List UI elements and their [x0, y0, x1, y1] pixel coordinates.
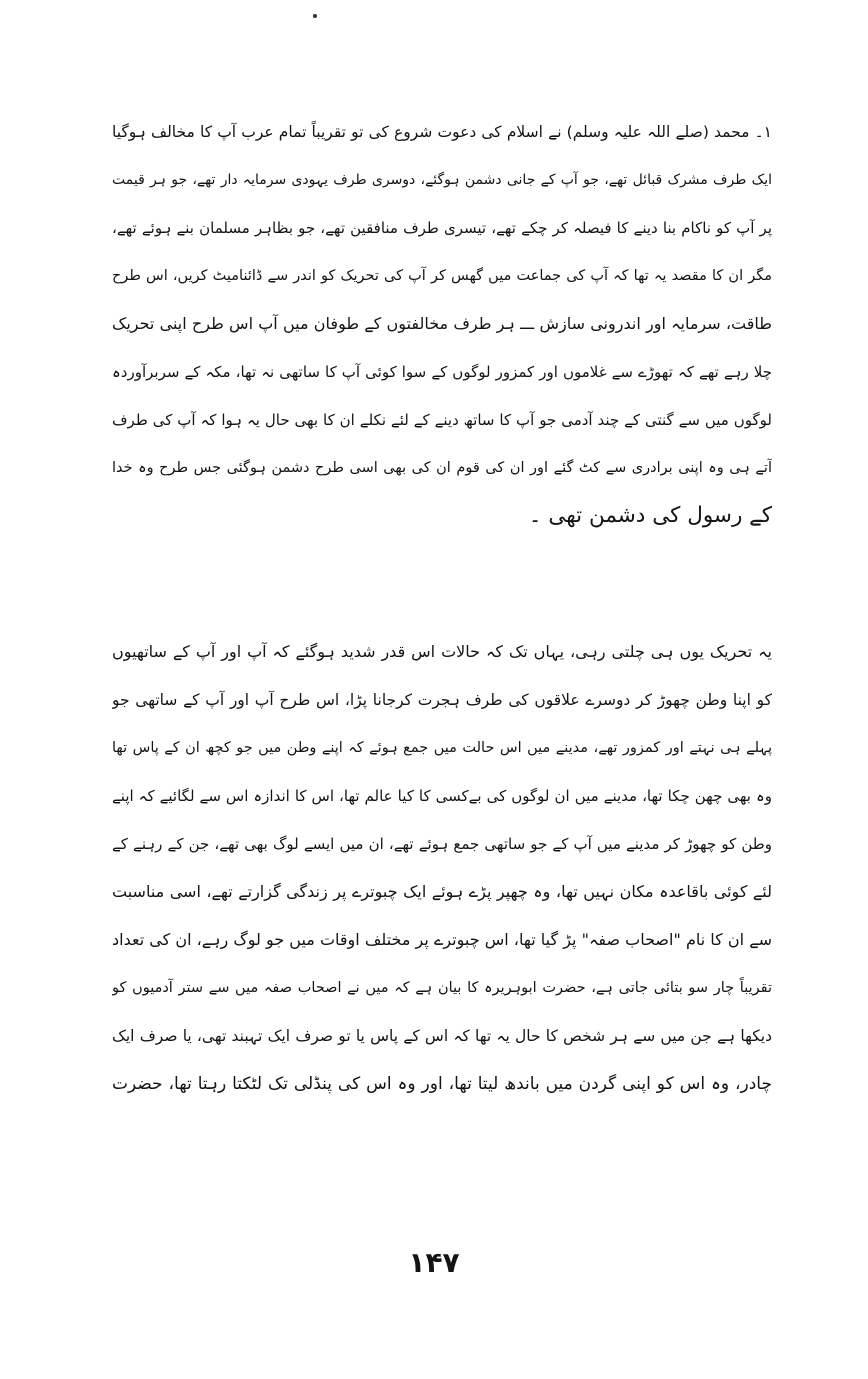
scan-speck	[313, 14, 317, 18]
text-line: لئے کوئی باقاعدہ مکان نہیں تھا، وہ چھپر پڑے ہوئے ایک چبوترے پر زندگی گزارتے تھے، اسی مناسبت	[112, 882, 772, 901]
text-line: کو اپنا وطن چھوڑ کر دوسرے علاقوں کی طرف ہجرت کرجانا پڑا، اس طرح آپ اور آپ کے ساتھی جو	[112, 691, 772, 709]
text-line: یہ تحریک یوں ہی چلتی رہی، یہاں تک کہ حالات اس قدر شدید ہوگئے کہ آپ اور آپ کے ساتھیوں	[112, 642, 772, 661]
text-line: طاقت، سرمایہ اور اندرونی سازش ـــ ہر طرف مخالفتوں کے طوفان میں آپ اس طرح اپنی تحریک	[112, 314, 772, 333]
text-line: سے ان کا نام "اصحاب صفہ" پڑ گیا تھا، اس چبوترے پر مختلف اوقات میں جو لوگ رہے، ان کی تعداد	[112, 930, 772, 949]
paragraph-2	[112, 628, 772, 1108]
text-line: آتے ہی وہ اپنی برادری سے کٹ گئے اور ان کی قوم ان کی بھی اسی طرح دشمن ہوگئی جس طرح وہ خدا	[112, 460, 772, 476]
paragraph-1	[112, 108, 772, 540]
text-line: چلا رہے تھے کہ تھوڑے سے غلاموں اور کمزور لوگوں کے سوا کوئی آپ کا ساتھی نہ تھا، مکہ کے سربرآوردہ	[112, 363, 772, 381]
text-line: وہ بھی چھن چکا تھا، مدینے میں ان لوگوں کی بےکسی کا کیا عالم تھا، اس کا اندازہ اس سے لگائیے کہ اپنے	[112, 787, 772, 805]
text-line: ۱۔ محمد (صلے اللہ علیہ وسلم) نے اسلام کی دعوت شروع کی تو تقریباً تمام عرب آپ کا مخالف ہوگیا	[112, 123, 772, 141]
text-line: لوگوں میں سے گنتی کے چند آدمی جو آپ کا ساتھ دینے کے لئے نکلے ان کا بھی حال یہ ہوا کہ آپ کی طرف	[112, 411, 772, 429]
text-line: وطن کو چھوڑ کر مدینے میں آپ کے جو ساتھی جمع ہوئے تھے، ان میں ایسے لوگ بھی تھے، جن کے رہنے کے	[112, 835, 772, 853]
page-number: ۱۴۷	[408, 1246, 460, 1279]
text-line: پہلے ہی نہتے اور کمزور تھے، مدینے میں اس حالت میں جمع ہوئے کہ اپنے وطن میں جو کچھ ان کے پاس تھا	[112, 740, 772, 756]
text-line: کے رسول کی دشمن تھی ۔	[528, 503, 772, 528]
text-line: مگر ان کا مقصد یہ تھا کہ آپ کی جماعت میں گھس کر آپ کی تحریک کو اندر سے ڈائنامیٹ کریں، اس طرح	[112, 268, 772, 284]
text-line: تقریباً چار سو بتائی جاتی ہے، حضرت ابوہریرہ کا بیان ہے کہ میں نے اصحاب صفہ میں سے ستر آدمیوں کو	[112, 980, 772, 996]
text-line: چادر، وہ اس کو اپنی گردن میں باندھ لیتا تھا، اور وہ اس کی پنڈلی تک لٹکتا رہتا تھا، حضرت	[112, 1074, 772, 1094]
text-line: ایک طرف مشرک قبائل تھے، جو آپ کے جانی دشمن ہوگئے، دوسری طرف یہودی سرمایہ دار تھے، جو ہر قیمت	[112, 172, 772, 188]
text-line: پر آپ کو ناکام بنا دینے کا فیصلہ کر چکے تھے، تیسری طرف منافقین تھے، جو بظاہر مسلمان بنے ہوئے تھے،	[112, 219, 772, 237]
text-line: دیکھا ہے جن میں سے ہر شخص کا حال یہ تھا کہ اس کے پاس یا تو صرف ایک تہبند تھی، یا صرف ایک	[112, 1027, 772, 1045]
